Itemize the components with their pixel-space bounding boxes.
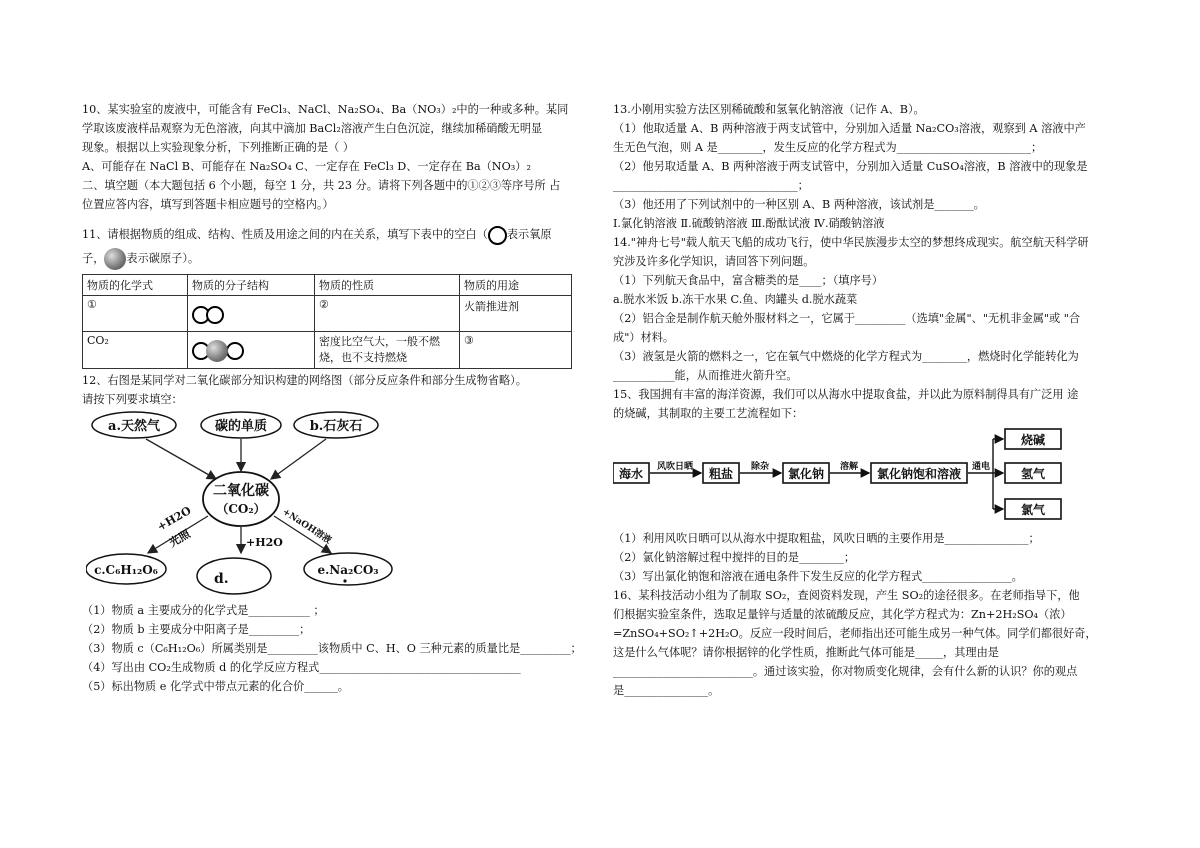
q14-s2b: 成"）材料。 xyxy=(613,331,675,344)
table-cell-use: ③ xyxy=(460,332,572,369)
q11-text-a: 11、请根据物质的组成、结构、性质及用途之间的内在关系，填写下表中的空白（ xyxy=(82,228,488,241)
diagram-label-h2o-mid: +H2O xyxy=(246,536,283,549)
q12-sub2: （2）物质 b 主要成分中阳离子是_________； xyxy=(82,623,311,636)
diagram-node-d: d. xyxy=(214,571,229,587)
diagram-node-b: b.石灰石 xyxy=(309,419,363,434)
diagram-node-a: a.天然气 xyxy=(108,419,160,434)
emphasis-dot-icon xyxy=(343,579,346,582)
q13-title: 13.小刚用实验方法区别稀硫酸和氢氧化钠溶液（记作 A、B）。 xyxy=(613,103,925,116)
diagram-label-h2o-left: +H2O xyxy=(155,503,194,534)
q11-text-b: 表示氧原 xyxy=(506,228,552,241)
table-header-row xyxy=(83,275,572,296)
q14-s3a: （3）液氢是火箭的燃料之一，它在氧气中燃烧的化学方程式为________，燃烧时化学能转化为 xyxy=(613,350,1079,363)
diagram-node-co2-formula: （CO₂） xyxy=(216,502,266,516)
section2-line1: 二、填空题（本大题包括 6 个小题，每空 1 分，共 23 分。请将下列各题中的①②③等序号所 占 xyxy=(82,179,561,192)
left-column xyxy=(82,100,587,696)
q12-sub5: （5）标出物质 e 化学式中带点元素的化合价______。 xyxy=(82,680,349,693)
q16-line4: 这是什么气体呢？请你根据锌的化学性质，推断此气体可能是_____，其理由是 xyxy=(613,646,999,659)
q14-line1: 14."神舟七号"载人航天飞船的成功飞行，使中华民族漫步太空的梦想终成现实。航空航天科学研 xyxy=(613,236,1089,249)
flow-label-electrolysis: 通电 xyxy=(971,462,991,472)
q10-line1: 10、某实验室的废液中，可能含有 FeCl₃、NaCl、Na₂SO₄、Ba（NO₃）₂中的一种或多种。某同 xyxy=(82,103,569,116)
q14-s1: （1）下列航天食品中，富含糖类的是____；（填序号） xyxy=(613,274,884,287)
table-cell-formula: ① xyxy=(83,296,188,332)
q16-line1: 16、某科技活动小组为了制取 SO₂，查阅资料发现，产生 SO₂的途径很多。在老师指导下，他 xyxy=(613,589,1080,602)
table-cell-property: ② xyxy=(315,296,460,332)
q13-s2b: _________________________________； xyxy=(613,179,809,192)
table-row xyxy=(83,332,572,369)
q12-sub3: （3）物质 c（C₆H₁₂O₆）所属类别是_________该物质中 C、H、O 三种元素的质量比是_________； xyxy=(82,642,582,655)
table-cell-property: 密度比空气大，一般不燃烧，也不支持燃烧 xyxy=(315,332,460,369)
q14-line2: 究涉及许多化学知识，请回答下列问题。 xyxy=(613,255,815,268)
q11-line2 xyxy=(82,246,587,272)
q12-sub4: （4）写出由 CO₂生成物质 d 的化学反应方程式____________________________________ xyxy=(82,661,521,674)
flow-node-caustic-soda: 烧碱 xyxy=(1020,433,1046,447)
flow-node-saturated-solution: 氯化钠饱和溶液 xyxy=(876,467,962,481)
q16-line6: 是_______________。 xyxy=(613,684,720,697)
q11-text-d: 表示碳原子）。 xyxy=(126,252,200,265)
table-header-cell: 物质的性质 xyxy=(315,275,460,296)
table-header-cell: 物质的分子结构 xyxy=(188,275,315,296)
flow-label-dissolve: 溶解 xyxy=(839,462,859,472)
q15-s3: （3）写出氯化钠饱和溶液在通电条件下发生反应的化学方程式________________。 xyxy=(613,570,1023,583)
q11-text-c: 子， xyxy=(82,252,105,265)
q13-s2a: （2）他另取适量 A、B 两种溶液于两支试管中，分别加入适量 CuSO₄溶液，B 溶液中的现象是 xyxy=(613,160,1088,173)
table-cell-structure xyxy=(188,332,315,369)
q13-s3: （3）他还用了下列试剂中的一种区别 A、B 两种溶液，该试剂是_______。 xyxy=(613,198,985,211)
table-header-cell: 物质的用途 xyxy=(460,275,572,296)
q13-options: Ⅰ.氯化钠溶液 Ⅱ.硫酸钠溶液 Ⅲ.酚酞试液 Ⅳ.硝酸钠溶液 xyxy=(613,217,885,230)
q16-line2: 们根据实验室条件，选取足量锌与适量的浓硫酸反应，其化学方程式为：Zn+2H₂SO₄（浓） xyxy=(613,608,1072,621)
diagram-label-light: 光照 xyxy=(167,527,193,550)
flow-node-crude-salt: 粗盐 xyxy=(708,467,734,481)
flow-node-nacl: 氯化钠 xyxy=(787,467,825,481)
flow-node-chlorine: 氯气 xyxy=(1020,503,1046,517)
diagram-node-e: e.Na₂CO₃ xyxy=(317,563,379,577)
q15-line1: 15、我国拥有丰富的海洋资源，我们可以从海水中提取食盐，并以此为原料制得具有广泛用 途 xyxy=(613,388,1079,401)
oxygen-atom-icon xyxy=(488,226,507,245)
q10-options: A、可能存在 NaCl B、可能存在 Na₂SO₄ C、一定存在 FeCl₃ D、一定存在 Ba（NO₃）₂ xyxy=(82,160,531,173)
q14-s3b: ___________能，从而推进火箭升空。 xyxy=(613,369,798,382)
q14-foods: a.脱水米饭 b.冻干水果 C.鱼、肉罐头 d.脱水蔬菜 xyxy=(613,293,858,306)
section2-line2: 位置应答内容，填写到答题卡相应题号的空格内。） xyxy=(82,198,334,211)
diagram-node-co2: 二氧化碳 xyxy=(213,483,269,499)
co2-molecule-icon xyxy=(192,340,252,362)
table-cell-formula: CO₂ xyxy=(83,332,188,369)
table-row xyxy=(83,296,572,332)
q10-line3: 现象。根据以上实验现象分析，下列推断正确的是（ ） xyxy=(82,141,355,154)
q13-s1a: （1）他取适量 A、B 两种溶液于两支试管中，分别加入适量 Na₂CO₃溶液，观察到 A 溶液中产 xyxy=(613,122,1086,135)
right-column xyxy=(613,100,1118,700)
q10-line2: 学取该废液样品观察为无色溶液，向其中滴加 BaCl₂溶液产生白色沉淀，继续加稀硝酸无明显 xyxy=(82,122,543,135)
q12-line1: 12、右图是某同学对二氧化碳部分知识构建的网络图（部分反应条件和部分生成物省略）。 xyxy=(82,374,527,387)
flow-node-seawater: 海水 xyxy=(618,467,644,481)
q15-s2: （2）氯化钠溶解过程中搅拌的目的是________； xyxy=(613,551,856,564)
flow-node-hydrogen: 氢气 xyxy=(1020,467,1046,481)
q16-line5: _________________________。通过该实验，你对物质变化规律，会有什么新的认识？你的观点 xyxy=(613,665,1078,678)
salt-process-flowchart xyxy=(613,427,1073,527)
o2-molecule-icon xyxy=(192,304,232,326)
table-header-cell: 物质的化学式 xyxy=(83,275,188,296)
q11-line1 xyxy=(82,224,587,246)
flow-label-purify: 除杂 xyxy=(750,462,770,472)
q14-s2a: （2）铝合金是制作航天舱外服材料之一，它属于_________（选填"金属"、"无机非金属"或 "合 xyxy=(613,312,1081,325)
diagram-node-c: c.C₆H₁₂O₆ xyxy=(94,563,158,577)
diagram-node-carbon: 碳的单质 xyxy=(214,419,268,434)
diagram-label-naoh: +NaOH溶液 xyxy=(280,507,333,546)
table-cell-use: 火箭推进剂 xyxy=(460,296,572,332)
q13-s1b: 生无色气泡，则 A 是________，发生反应的化学方程式为________________________； xyxy=(613,141,1043,154)
q15-line2: 的烧碱，其制取的主要工艺流程如下： xyxy=(613,407,804,420)
q16-line3: =ZnSO₄+SO₂↑+2H₂O。反应一段时间后，老师指出还可能生成另一种气体。同学们都很好奇， xyxy=(613,627,1097,640)
co2-network-diagram xyxy=(86,411,406,601)
flow-label-sun-wind: 风吹日晒 xyxy=(656,462,694,472)
table-cell-structure xyxy=(188,296,315,332)
q15-s1: （1）利用风吹日晒可以从海水中提取粗盐，风吹日晒的主要作用是_______________； xyxy=(613,532,1040,545)
carbon-atom-icon xyxy=(104,248,126,270)
q12-sub1: （1）物质 a 主要成分的化学式是___________ ； xyxy=(82,604,325,617)
q12-line2: 请按下列要求填空： xyxy=(82,393,183,406)
q11-table xyxy=(82,274,572,369)
